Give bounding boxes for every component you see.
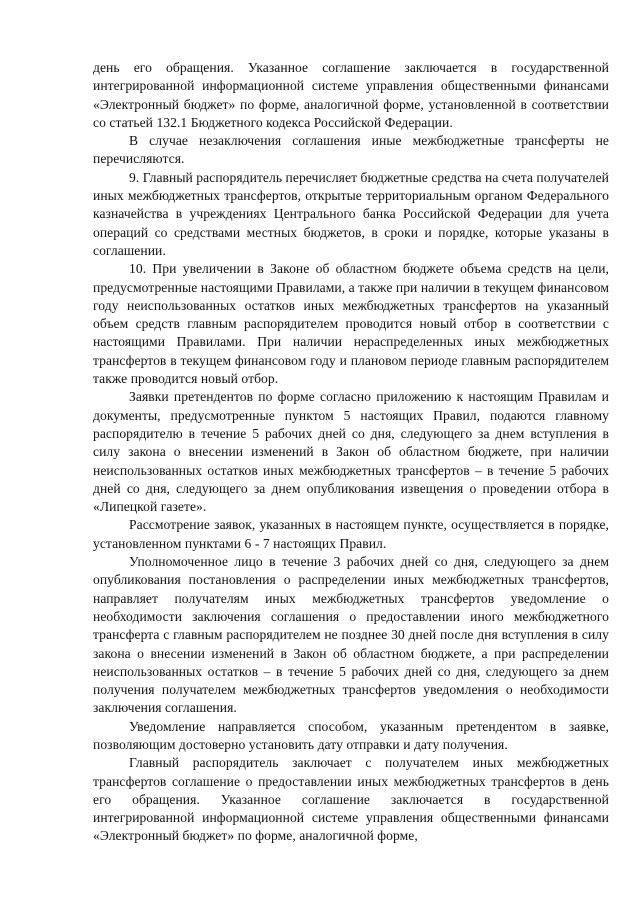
paragraph-notification: Уведомление направляется способом, указанным претендентом в заявке, позволяющим достоверно установить дату отправки и дату получения. (93, 718, 609, 752)
paragraph-item-9: 9. Главный распорядитель перечисляет бюджетные средства на счета получателей иных межбюджетных трансфертов, открытые территориальным органом Федерального казначейства в учреждениях Центрального банка Российской Федерации для учета операций со средствами местных бюджетов, в сроки и порядке, которые указаны в соглашении. (93, 169, 609, 258)
paragraph-continuation: день его обращения. Указанное соглашение заключается в государственной интегрированной информационной системе управления общественными финансами «Электронный бюджет» по форме, аналогичной форме, установленной в соответствии со статьей 132.1 Бюджетного кодекса Российской Федерации. (93, 60, 609, 130)
paragraph-item-10: 10. При увеличении в Законе об областном бюджете объема средств на цели, предусмотренные настоящими Правилами, а также при наличии в текущем финансовом году неиспользованных остатков иных межбюджетных трансфертов на указанный объем средств главным распорядителем проводится новый отбор в соответствии с настоящими Правилами. При наличии нераспределенных иных межбюджетных трансфертов в текущем финансовом году и плановом периоде главным распорядителем также проводится новый отбор. (93, 261, 609, 387)
paragraph-applications: Заявки претендентов по форме согласно приложению к настоящим Правилам и документы, предусмотренные пунктом 5 настоящих Правил, подаются главному распорядителю в течение 5 рабочих дней со дня, следующего за днем вступления в силу закона о внесении изменений в Закон об областном бюджете, при наличии неиспользованных остатков иных межбюджетных трансфертов – в течение 5 рабочих дней со дня, следующего за днем опубликования извещения о проведении отбора в «Липецкой газете». (93, 389, 609, 515)
paragraph-review: Рассмотрение заявок, указанных в настоящем пункте, осуществляется в порядке, установленном пунктами 6 - 7 настоящих Правил. (93, 517, 609, 551)
paragraph-no-agreement: В случае незаключения соглашения иные межбюджетные трансферты не перечисляются. (93, 133, 609, 167)
paragraph-authorized-person: Уполномоченное лицо в течение 3 рабочих дней со дня, следующего за днем опубликования постановления о распределении иных межбюджетных трансфертов, направляет получателям иных межбюджетных трансфертов уведомление о необходимости заключения соглашения о предоставлении иного межбюджетного трансферта с главным распорядителем не позднее 30 дней после дня вступления в силу закона о внесении изменений в Закон об областном бюджете, а при распределении неиспользованных остатков – в течение 5 рабочих дней со дня, следующего за днем получения получателем межбюджетных трансфертов уведомления о необходимости заключения соглашения. (93, 554, 609, 716)
paragraph-main-manager: Главный распорядитель заключает с получателем иных межбюджетных трансфертов соглашение о предоставлении иных межбюджетных трансфертов в день его обращения. Указанное соглашение заключается в государственной интегрированной информационной системе управления общественными финансами «Электронный бюджет» по форме, аналогичной форме, (93, 755, 609, 844)
document-page (93, 59, 609, 846)
